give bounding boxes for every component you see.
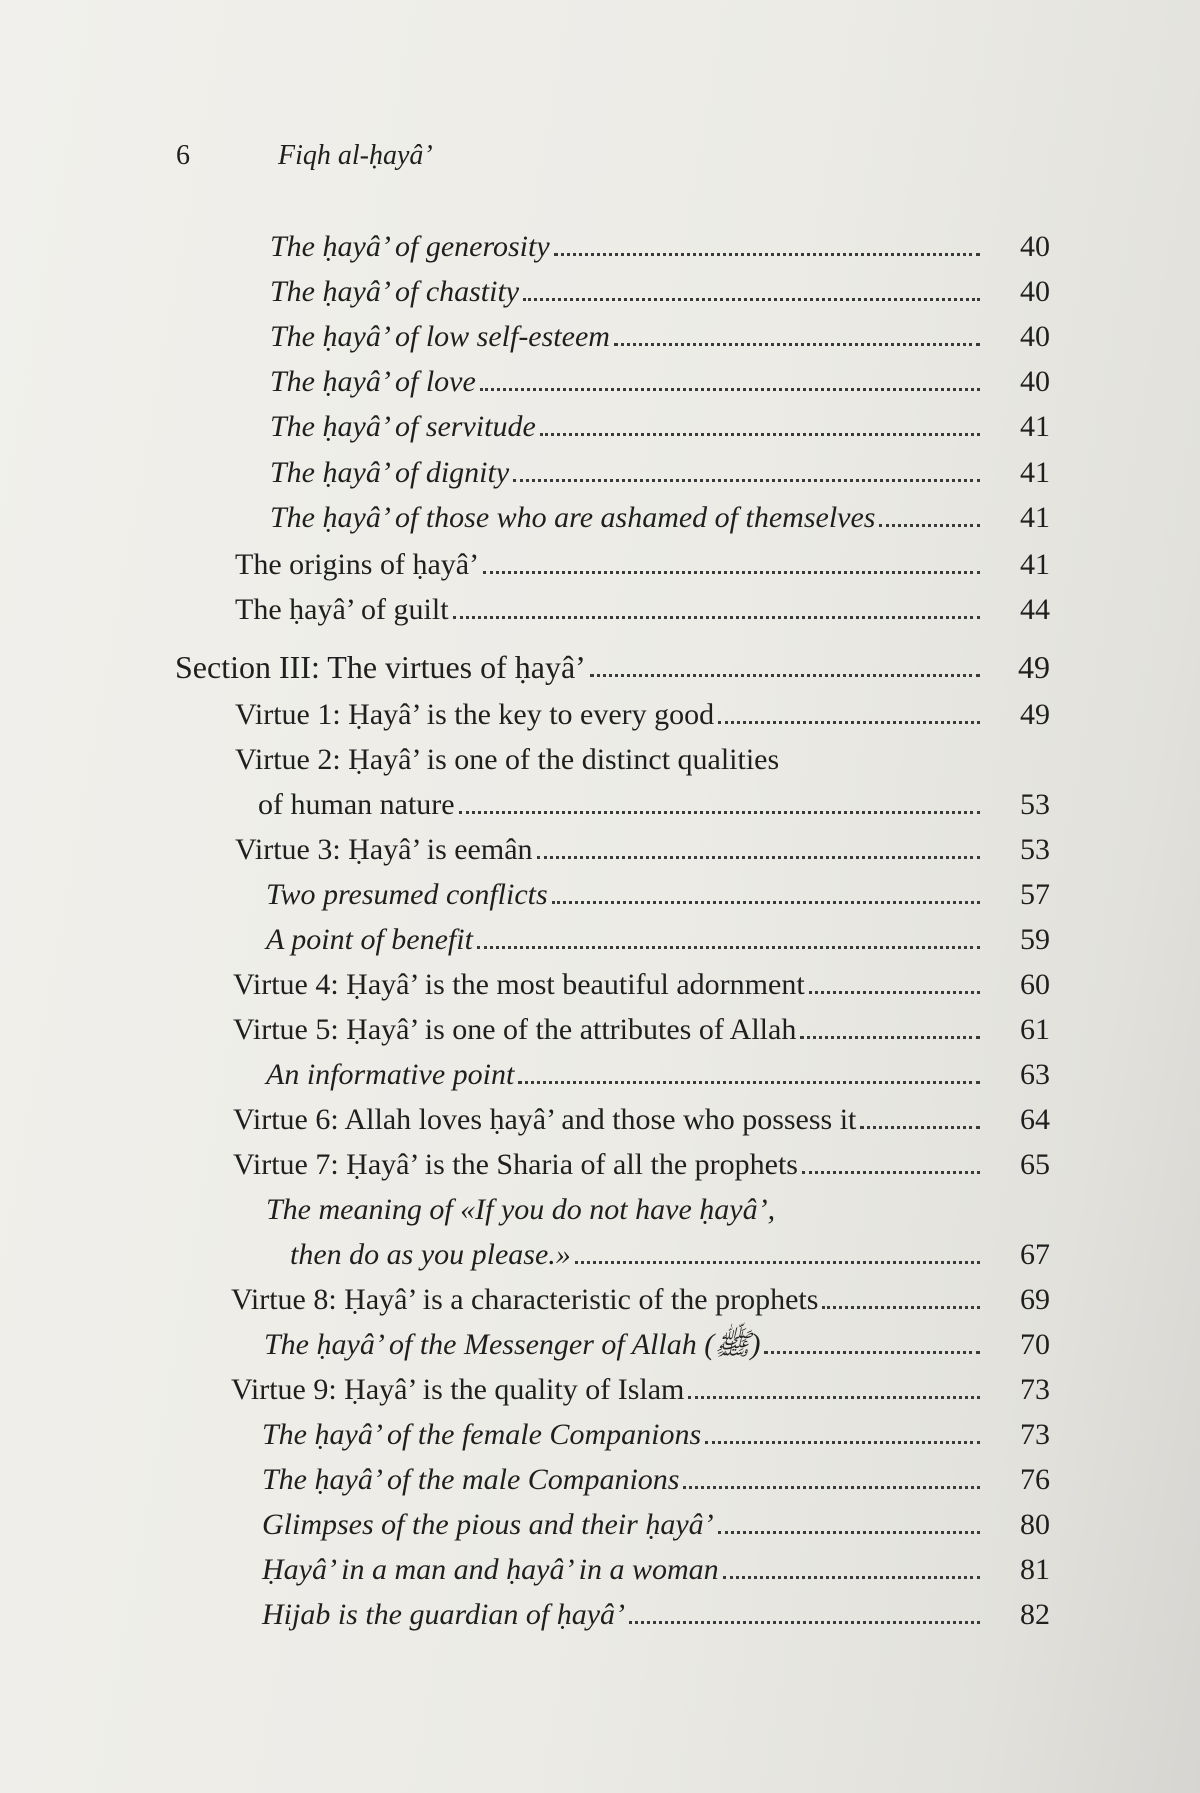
dot-leader [523,298,980,301]
toc-entry-label: The ḥayâ’ of those who are ashamed of themselves [270,501,876,534]
toc-entry-label: The ḥayâ’ of dignity [270,456,510,489]
toc-entry-label: The ḥayâ’ of generosity [270,230,550,263]
toc-entry [262,1590,1050,1630]
toc-entry-label: Virtue 8: Ḥayâ’ is a characteristic of the prophets [231,1283,819,1316]
toc-entry [258,780,1050,820]
toc-entry [270,493,1050,533]
toc-entry-page: 40 [1020,365,1050,398]
toc-entry-label: The origins of ḥayâ’ [235,548,480,581]
dot-leader [575,1261,980,1264]
toc-entry-page: 81 [1020,1553,1050,1586]
toc-section-heading [175,643,1050,683]
dot-leader [513,479,980,482]
toc-entry-page: 63 [1020,1058,1050,1091]
toc-entry-label: of human nature [258,788,455,821]
toc-entry-page: 41 [1020,501,1050,534]
dot-leader [860,1126,980,1129]
toc-entry-page: 41 [1020,456,1050,489]
toc-entry [270,312,1050,352]
dot-leader [718,1531,980,1534]
toc-entry-label: A point of benefit [266,923,473,956]
toc-entry-label: Virtue 3: Ḥayâ’ is eemân [235,833,533,866]
toc-entry-label: The ḥayâ’ of the Messenger of Allah (ﷺ) [264,1328,761,1361]
dot-leader [590,674,980,677]
toc-entry-label: The ḥayâ’ of low self-esteem [270,320,610,353]
toc-entry [270,448,1050,488]
dot-leader [683,1486,980,1489]
toc-entry-page: 64 [1020,1103,1050,1136]
dot-leader [809,991,980,994]
toc-entry [266,870,1050,910]
toc-entry-label: Ḥayâ’ in a man and ḥayâ’ in a woman [262,1553,719,1586]
toc-entry-label: Virtue 7: Ḥayâ’ is the Sharia of all the prophets [233,1148,798,1181]
toc-entry-page: 82 [1020,1598,1050,1631]
toc-entry-page: 57 [1020,878,1050,911]
toc-entry-page: 44 [1020,593,1050,626]
toc-entry [266,1050,1050,1090]
dot-leader [800,1036,980,1039]
toc-entry-page: 61 [1020,1013,1050,1046]
toc-entry-label: The ḥayâ’ of love [270,365,476,398]
page-number: 6 [176,140,190,171]
dot-leader [718,721,980,724]
toc-entry-page: 80 [1020,1508,1050,1541]
dot-leader [554,253,980,256]
toc-entry-label: Virtue 2: Ḥayâ’ is one of the distinct qualities [235,743,780,776]
toc-entry [264,1320,1050,1360]
toc-entry-label: Two presumed conflicts [266,878,548,911]
toc-entry-label: Section III: The virtues of ḥayâ’ [175,649,586,685]
toc-entry-label: Virtue 9: Ḥayâ’ is the quality of Islam [231,1373,685,1406]
toc-entry-label: The ḥayâ’ of guilt [235,593,449,626]
toc-entry-label: Virtue 4: Ḥayâ’ is the most beautiful adornment [233,968,805,1001]
toc-entry-page: 40 [1020,275,1050,308]
toc-entry [262,1455,1050,1495]
toc-entry-page: 70 [1020,1328,1050,1361]
toc-entry-label: Virtue 5: Ḥayâ’ is one of the attributes of Allah [233,1013,797,1046]
toc-entry [262,1410,1050,1450]
toc-entry-label: The meaning of «If you do not have ḥayâ’, [266,1193,776,1226]
toc-entry-page: 40 [1020,230,1050,263]
toc-entry-label: The ḥayâ’ of chastity [270,275,520,308]
toc-entry [231,1365,1050,1405]
toc-entry-page: 41 [1020,410,1050,443]
dot-leader [552,901,980,904]
toc-entry-label: The ḥayâ’ of servitude [270,410,536,443]
dot-leader [705,1441,980,1444]
toc-entry-label: then do as you please.» [290,1238,571,1271]
toc-entry-page: 40 [1020,320,1050,353]
toc-entry [290,1230,1050,1270]
toc-entry [235,540,1050,580]
dot-leader [459,811,980,814]
dot-leader [483,571,980,574]
toc-entry-page: 49 [1018,649,1050,685]
dot-leader [802,1171,980,1174]
toc-entry [235,825,1050,865]
toc-entry-page: 60 [1020,968,1050,1001]
dot-leader [629,1621,980,1624]
toc-entry-page: 53 [1020,788,1050,821]
toc-entry-label: The ḥayâ’ of the female Companions [262,1418,702,1451]
dot-leader [477,946,980,949]
toc-entry-label: Hijab is the guardian of ḥayâ’ [262,1598,626,1631]
toc-entry-page: 65 [1020,1148,1050,1181]
toc-entry-page: 67 [1020,1238,1050,1271]
toc-entry [235,585,1050,625]
toc-entry-page: 73 [1020,1373,1050,1406]
toc-entry-label: Virtue 1: Ḥayâ’ is the key to every good [235,698,715,731]
dot-leader [480,388,980,391]
toc-entry-label: Virtue 6: Allah loves ḥayâ’ and those who possess it [233,1103,857,1136]
toc-entry-page: 73 [1020,1418,1050,1451]
toc-entry-label: An informative point [266,1058,515,1091]
toc-entry [233,1140,1050,1180]
dot-leader [453,616,980,619]
toc-entry [262,1500,1050,1540]
dot-leader [764,1351,980,1354]
toc-entry [270,402,1050,442]
dot-leader [879,524,980,527]
toc-entry-page: 53 [1020,833,1050,866]
toc-entry [233,1005,1050,1045]
toc-entry [270,267,1050,307]
toc-entry [266,1185,1050,1225]
dot-leader [822,1306,980,1309]
dot-leader [540,433,980,436]
toc-entry-page: 41 [1020,548,1050,581]
toc-entry-label: Glimpses of the pious and their ḥayâ’ [262,1508,714,1541]
dot-leader [518,1081,980,1084]
toc-entry [233,1095,1050,1135]
running-title: Fiqh al-ḥayâ’ [278,140,433,171]
toc-entry [266,915,1050,955]
dot-leader [723,1576,980,1579]
toc-entry [270,222,1050,262]
toc-entry-page: 69 [1020,1283,1050,1316]
toc-entry [233,960,1050,1000]
toc-entry [262,1545,1050,1585]
dot-leader [614,343,980,346]
toc-entry-page: 49 [1020,698,1050,731]
toc-entry-label: The ḥayâ’ of the male Companions [262,1463,680,1496]
dot-leader [537,856,980,859]
toc-entry-page: 76 [1020,1463,1050,1496]
toc-entry [235,690,1050,730]
toc-entry [231,1275,1050,1315]
dot-leader [688,1396,980,1399]
toc-entry [235,735,1050,775]
toc-entry-page: 59 [1020,923,1050,956]
toc-entry [270,357,1050,397]
